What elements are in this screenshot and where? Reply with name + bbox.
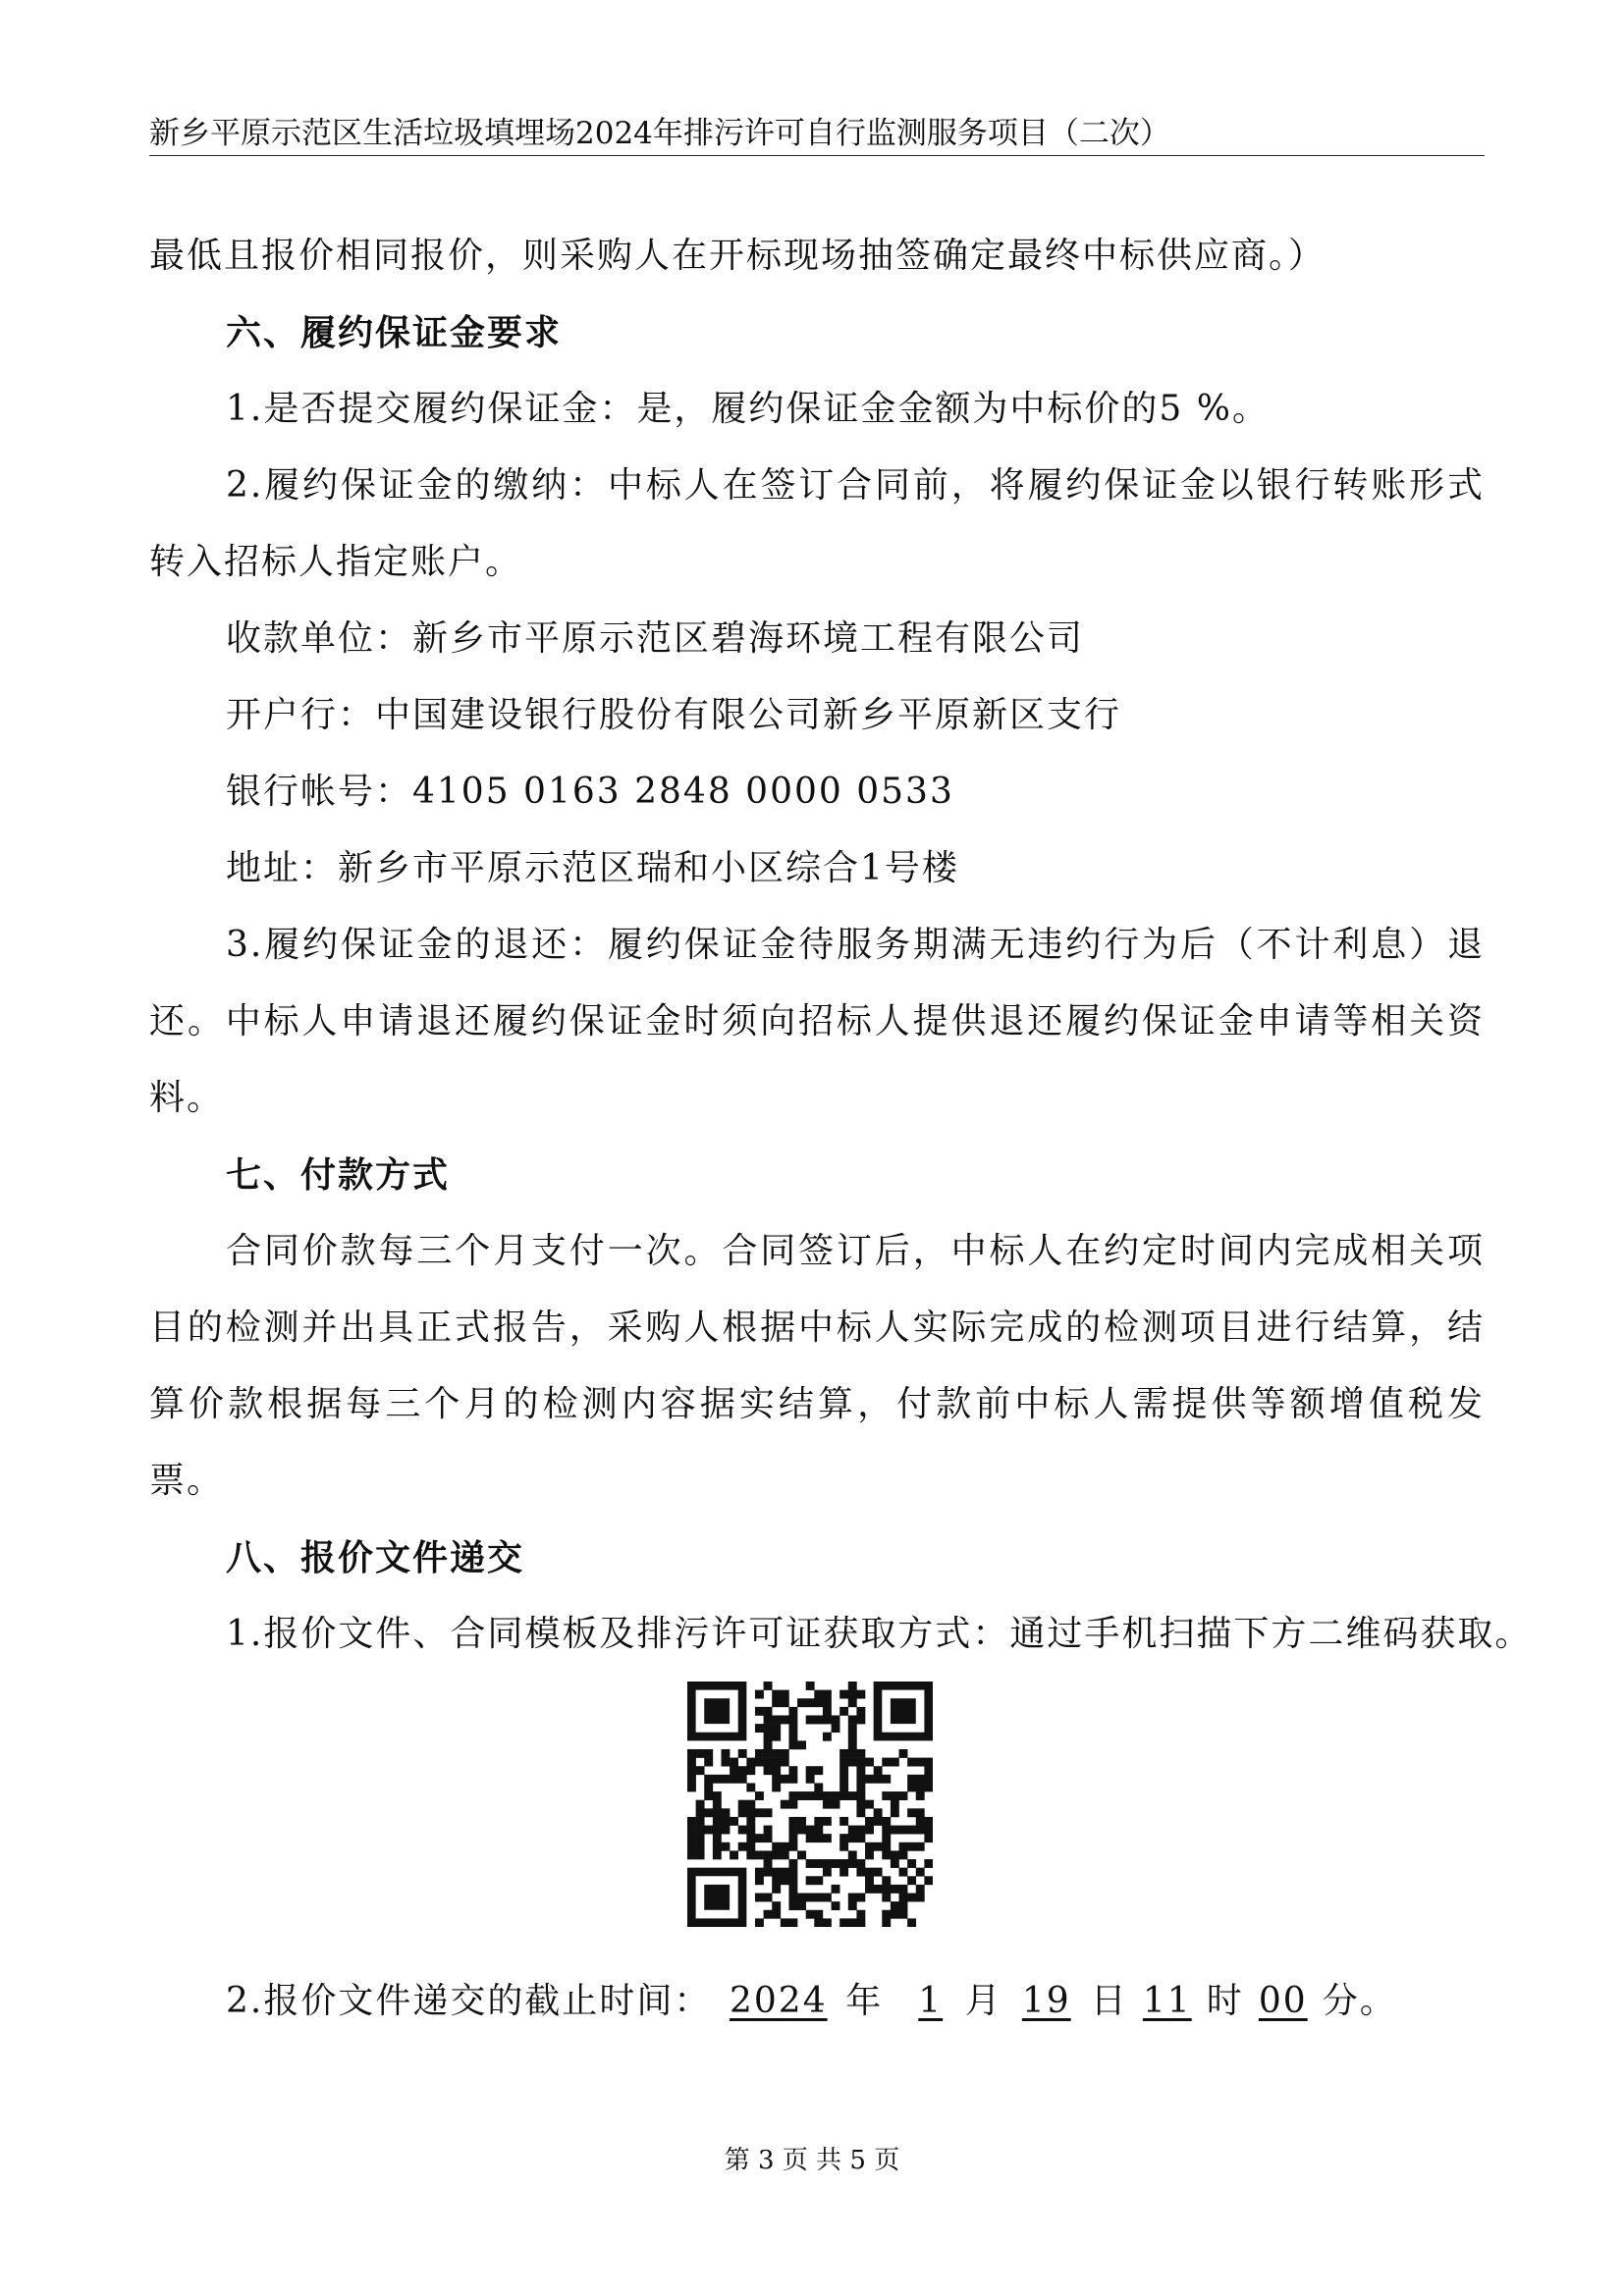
heading-quotation-submission: 八、报价文件递交 (226, 1537, 525, 1578)
heading-performance-bond: 六、履约保证金要求 (226, 312, 563, 353)
deadline-hour-unit: 时 (1206, 1981, 1244, 2021)
bond-refund-line3: 料。 (149, 1078, 225, 1118)
payment-line2: 目的检测并出具正式报告，采购人根据中标人实际完成的检测项目进行结算，结 (149, 1308, 1485, 1348)
page-number: 第 3 页 共 5 页 (724, 2146, 900, 2175)
paragraph-continuation: 最低且报价相同报价，则采购人在开标现场抽签确定最终中标供应商。） (149, 236, 1326, 276)
deadline-month: 1 (918, 1981, 944, 2021)
address: 地址：新乡市平原示范区瑞和小区综合1号楼 (226, 848, 959, 888)
deadline-year-unit: 年 (845, 1981, 884, 2021)
running-header: 新乡平原示范区生活垃圾填埋场2024年排污许可自行监测服务项目（二次） (149, 114, 1485, 156)
deadline-minute: 00 (1258, 1981, 1308, 2021)
deadline-month-unit: 月 (964, 1981, 1002, 2021)
bank-account: 银行帐号：4105 0163 2848 0000 0533 (226, 772, 954, 812)
deadline-year: 2024 (730, 1981, 828, 2021)
heading-payment-method: 七、付款方式 (226, 1154, 451, 1196)
bond-payment-line2: 转入招标人指定账户。 (149, 542, 523, 582)
bond-refund-line2: 还。中标人申请退还履约保证金时须向招标人提供退还履约保证金申请等相关资 (149, 1001, 1485, 1041)
bond-payment-line1: 2.履约保证金的缴纳：中标人在签订合同前，将履约保证金以银行转账形式 (226, 465, 1485, 506)
deadline-label: 2.报价文件递交的截止时间： (226, 1981, 712, 2021)
bank-name: 开户行：中国建设银行股份有限公司新乡平原新区支行 (226, 695, 1122, 735)
document-body (149, 218, 1533, 1673)
payment-line4: 票。 (149, 1461, 225, 1501)
deadline-day-unit: 日 (1090, 1981, 1128, 2021)
deadline-day: 19 (1021, 1981, 1071, 2021)
bond-requirement: 1.是否提交履约保证金：是，履约保证金金额为中标价的5 %。 (226, 389, 1270, 429)
qr-code (687, 1682, 933, 1927)
payee: 收款单位：新乡市平原示范区碧海环境工程有限公司 (226, 618, 1085, 659)
quotation-access: 1.报价文件、合同模板及排污许可证获取方式：通过手机扫描下方二维码获取。 (226, 1614, 1533, 1654)
payment-line3: 算价款根据每三个月的检测内容据实结算，付款前中标人需提供等额增值税发 (149, 1384, 1485, 1424)
payment-line1: 合同价款每三个月支付一次。合同签订后，中标人在约定时间内完成相关项 (226, 1231, 1485, 1271)
qr-code-image (687, 1682, 933, 1927)
deadline-minute-unit: 分。 (1322, 1981, 1397, 2021)
submission-deadline (226, 1963, 1397, 2040)
deadline-hour: 11 (1142, 1981, 1192, 2021)
bond-refund-line1: 3.履约保证金的退还：履约保证金待服务期满无违约行为后（不计利息）退 (226, 925, 1485, 965)
